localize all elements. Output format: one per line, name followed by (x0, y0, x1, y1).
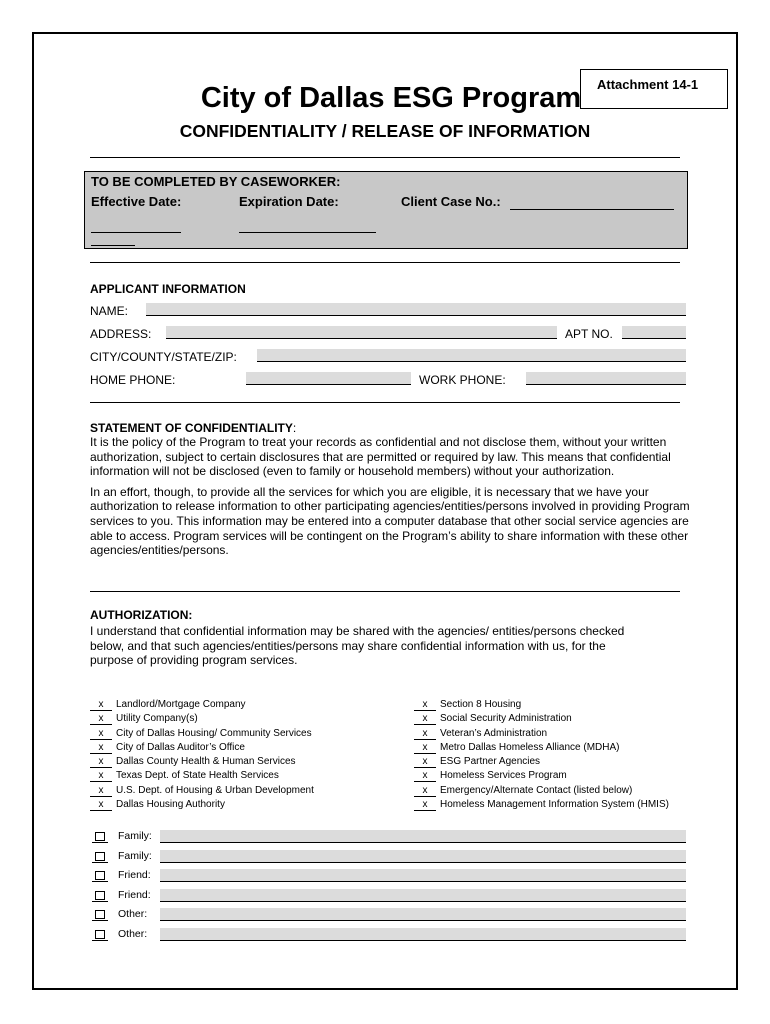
check-mark: x (90, 714, 112, 725)
expiration-date-field[interactable] (239, 232, 376, 233)
caseworker-heading: TO BE COMPLETED BY CASEWORKER: (91, 174, 341, 189)
check-mark: x (90, 771, 112, 782)
divider (90, 262, 680, 263)
contact-checkbox[interactable] (95, 832, 105, 841)
agency-item[interactable] (414, 741, 669, 755)
check-mark: x (414, 757, 436, 768)
name-label: NAME: (90, 304, 129, 318)
divider (90, 157, 680, 158)
contact-checkbox-underline (92, 940, 108, 941)
agency-label: Dallas County Health & Human Services (116, 756, 296, 768)
apt-no-field[interactable] (622, 326, 686, 339)
client-case-no-field[interactable] (510, 209, 674, 210)
check-mark: x (414, 700, 436, 711)
contact-checkbox-underline (92, 901, 108, 902)
agency-list-right (414, 698, 669, 812)
home-phone-field[interactable] (246, 372, 411, 385)
contact-checkbox-underline (92, 920, 108, 921)
agency-label: ESG Partner Agencies (440, 756, 541, 768)
contact-label: Family: (118, 849, 152, 862)
check-mark: x (90, 800, 112, 811)
agency-label: Homeless Management Information System (HMIS) (440, 799, 669, 811)
agency-item[interactable] (414, 698, 669, 712)
contact-label: Family: (118, 830, 152, 842)
check-mark: x (414, 786, 436, 797)
check-mark: x (414, 771, 436, 782)
agency-item[interactable] (90, 712, 314, 726)
agency-label: Emergency/Alternate Contact (listed below) (440, 784, 633, 796)
page-subtitle: CONFIDENTIALITY / RELEASE OF INFORMATION (179, 121, 591, 141)
check-mark: x (90, 757, 112, 768)
effective-date-field-cont[interactable] (91, 245, 135, 246)
contact-checkbox[interactable] (95, 852, 105, 861)
agency-item[interactable] (90, 727, 314, 741)
divider (90, 591, 680, 592)
contact-field[interactable] (160, 928, 686, 941)
agency-label: Metro Dallas Homeless Alliance (MDHA) (440, 741, 620, 753)
agency-item[interactable] (90, 698, 314, 712)
confidentiality-heading (90, 421, 296, 435)
effective-date-field[interactable] (91, 232, 181, 233)
agency-item[interactable] (90, 755, 314, 769)
authorization-text: I understand that confidential information may be shared with the agencies/ entities/persons checked below, and that such agencies/entities/persons may share confidential information with us, for the purpose of providing program services. (90, 624, 625, 668)
confidentiality-paragraph-1: It is the policy of the Program to treat your records as confidential and not disclose them, without your written authorization, subject to certain disclosures that are permitted or required by law. This means that confidential information will not be disclosed (even to family or household members) without your authorization. (90, 435, 671, 479)
agency-label: Social Security Administration (440, 713, 572, 725)
agency-item[interactable] (414, 798, 669, 812)
city-label: CITY/COUNTY/STATE/ZIP: (90, 350, 237, 364)
contact-field[interactable] (160, 889, 686, 902)
work-phone-field[interactable] (526, 372, 686, 385)
effective-date-label: Effective Date: (91, 194, 182, 209)
check-mark: x (414, 714, 436, 725)
agency-label: City of Dallas Housing/ Community Services (116, 727, 312, 739)
authorization-heading: AUTHORIZATION: (90, 608, 193, 622)
agency-item[interactable] (414, 769, 669, 783)
page-title (0, 82, 770, 115)
contact-checkbox[interactable] (95, 930, 105, 939)
agency-label: Veteran’s Administration (440, 727, 548, 739)
agency-item[interactable] (90, 784, 314, 798)
home-phone-label: HOME PHONE: (90, 373, 176, 387)
agency-item[interactable] (414, 784, 669, 798)
contact-checkbox[interactable] (95, 871, 105, 880)
check-mark: x (90, 700, 112, 711)
agency-label: Section 8 Housing (440, 699, 522, 710)
contact-label: Friend: (118, 869, 151, 882)
agency-list-left (90, 698, 314, 812)
contact-field[interactable] (160, 908, 686, 921)
agency-item[interactable] (414, 712, 669, 726)
confidentiality-heading-text: STATEMENT OF CONFIDENTIALITY (90, 421, 293, 435)
name-field[interactable] (146, 303, 686, 316)
contact-checkbox-underline (92, 842, 108, 843)
client-case-no-label: Client Case No.: (401, 194, 501, 209)
agency-label: City of Dallas Auditor’s Office (116, 741, 245, 753)
divider (90, 402, 680, 403)
agency-label: U.S. Dept. of Housing & Urban Development (116, 784, 314, 796)
address-field[interactable] (166, 326, 557, 339)
agency-label: Homeless Services Program (440, 770, 567, 782)
agency-item[interactable] (90, 769, 314, 783)
agency-label: Dallas Housing Authority (116, 799, 225, 811)
page-title-text: City of Dallas ESG Program (200, 82, 582, 114)
address-label: ADDRESS: (90, 327, 152, 341)
agency-label: Landlord/Mortgage Company (116, 699, 246, 710)
agency-label: Utility Company(s) (116, 713, 198, 725)
confidentiality-heading-colon: : (292, 421, 297, 435)
caseworker-box (84, 171, 688, 249)
contact-label: Other: (118, 928, 148, 940)
expiration-date-label: Expiration Date: (239, 194, 339, 209)
contact-field[interactable] (160, 830, 686, 843)
attachment-label: Attachment 14-1 (580, 69, 728, 109)
confidentiality-paragraph-2: In an effort, though, to provide all the services for which you are eligible, it is necessary that we have your authorization to release information to other participating agencies/entities/persons involved in providing Program services to you. This information may be entered into a computer database that other social service agencies are able to access. Program services will be contingent on the Program’s ability to share information with these other agencies/entities/persons. (90, 484, 690, 558)
check-mark: x (90, 729, 112, 740)
check-mark: x (414, 729, 436, 740)
contact-label: Other: (118, 908, 148, 921)
apt-no-label: APT NO. (565, 327, 613, 341)
check-mark: x (414, 743, 436, 754)
check-mark: x (90, 786, 112, 797)
contact-checkbox[interactable] (95, 910, 105, 919)
agency-item[interactable] (414, 727, 669, 741)
contact-checkbox[interactable] (95, 891, 105, 900)
applicant-heading: APPLICANT INFORMATION (90, 282, 246, 296)
agency-label: Texas Dept. of State Health Services (116, 770, 279, 782)
work-phone-label: WORK PHONE: (419, 373, 506, 387)
agency-item[interactable] (90, 798, 314, 812)
contact-checkbox-underline (92, 862, 108, 863)
check-mark: x (414, 800, 436, 811)
contact-field[interactable] (160, 850, 686, 863)
contact-label: Friend: (118, 888, 151, 901)
agency-item[interactable] (414, 755, 669, 769)
check-mark: x (90, 743, 112, 754)
city-field[interactable] (257, 349, 686, 362)
contact-field[interactable] (160, 869, 686, 882)
agency-item[interactable] (90, 741, 314, 755)
confidentiality-text (90, 435, 690, 558)
contact-checkbox-underline (92, 881, 108, 882)
